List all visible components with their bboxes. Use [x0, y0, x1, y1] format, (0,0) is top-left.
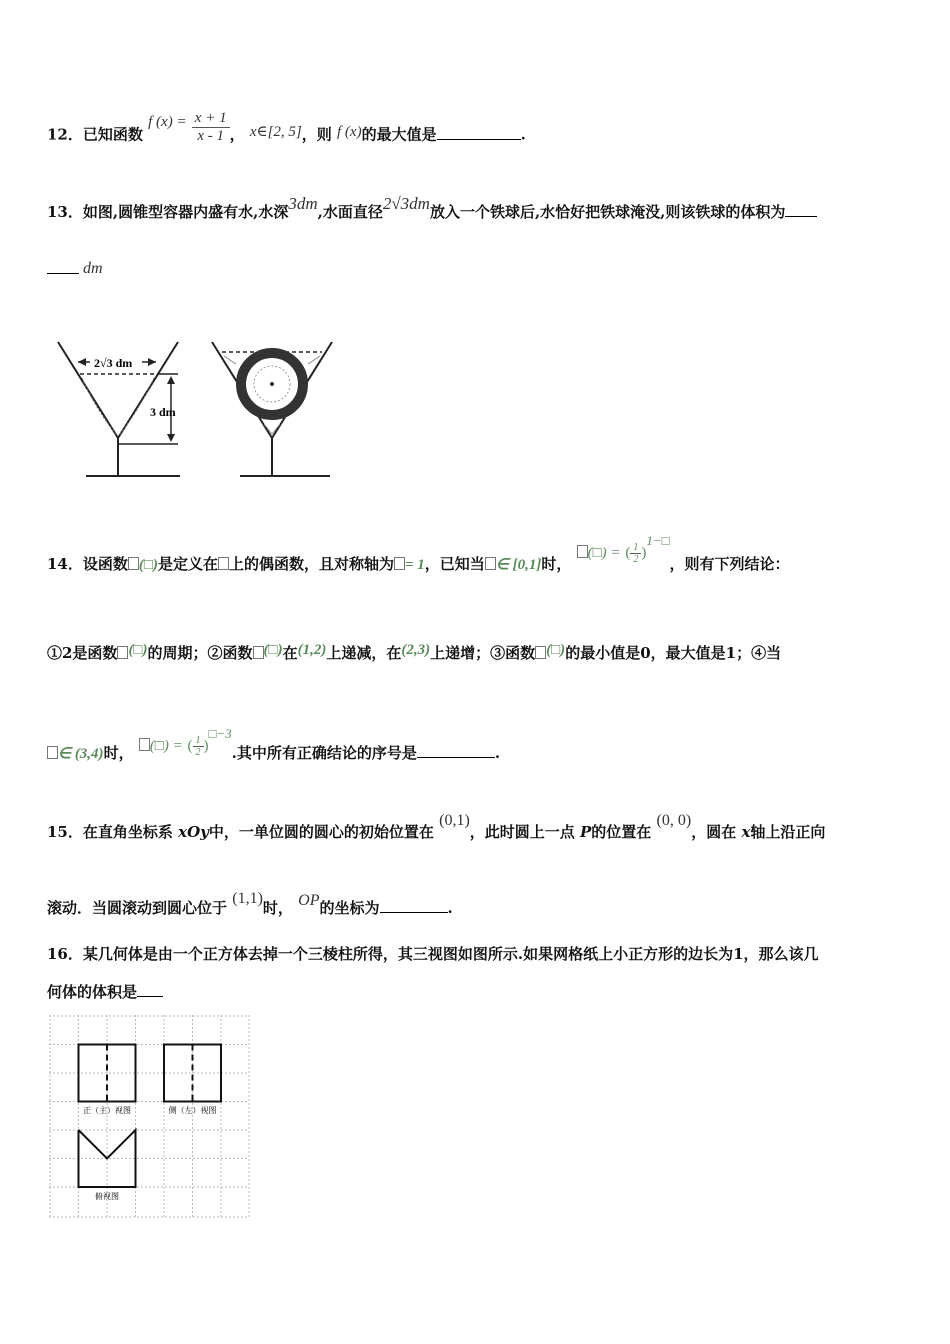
text: 在 [282, 644, 298, 662]
question-number: 13． [47, 203, 83, 221]
math-arg: (□) [138, 557, 158, 573]
text: ，则有下列结论： [669, 555, 790, 573]
text: 轴上沿正向 [750, 823, 826, 841]
math-vector: OP [298, 892, 320, 909]
numerator: 1 [630, 542, 641, 554]
text: 如图,圆锥型容器内盛有水,水深 [82, 203, 289, 221]
text: 的最小值是0，最大值是1；④当 [565, 644, 782, 662]
numerator: 1 [193, 735, 204, 747]
text: 在直角坐标系 [82, 823, 173, 841]
fraction [192, 110, 230, 145]
math-domain: x∈[2, 5] [249, 123, 302, 140]
text: . [520, 125, 526, 144]
math-xoy: xOy [178, 823, 209, 841]
question-number: 14． [47, 555, 83, 573]
math-interval: ∈ (3,4) [58, 746, 104, 762]
text: 上递增；③函数 [430, 644, 536, 662]
answer-blank[interactable] [785, 216, 817, 217]
symbol-box [577, 545, 588, 558]
denominator: x - 1 [197, 128, 225, 144]
answer-blank[interactable] [137, 996, 163, 997]
text: 设函数 [82, 555, 128, 573]
math-point: (1,1) [232, 890, 263, 907]
text: 时， [541, 555, 572, 573]
math-arg: (□) [128, 642, 148, 658]
text: .其中所有正确结论的序号是 [231, 744, 417, 762]
question-number: 16． [47, 945, 83, 963]
text: ，圆在 [691, 823, 737, 841]
answer-blank[interactable] [380, 912, 448, 913]
symbol-box [128, 557, 139, 570]
math-lhs: (□) = [149, 738, 183, 754]
text: 是定义在 [157, 555, 218, 573]
text: ①2是函数 [47, 644, 118, 662]
text: . [494, 744, 501, 762]
text: 滚动．当圆滚动到圆心位于 [47, 899, 228, 917]
fraction-half [193, 735, 204, 758]
text: . [447, 899, 453, 917]
symbol-box [47, 746, 58, 759]
text: 的周期；②函数 [147, 644, 253, 662]
question-16 [47, 943, 819, 964]
text: 已知函数 [82, 125, 143, 144]
math-x: x [741, 823, 751, 841]
question-15 [47, 812, 826, 842]
math-f: f (x) [337, 123, 362, 140]
question-number: 15． [47, 823, 83, 841]
numerator: x + 1 [192, 110, 230, 128]
text: 中，一单位圆的圆心的初始位置在 [208, 823, 434, 841]
symbol-box [218, 557, 229, 570]
fraction-half [630, 542, 641, 565]
text: 的最大值是 [361, 125, 437, 144]
text: ， [229, 125, 245, 144]
text: ，已知当 [424, 555, 485, 573]
text: 放入一个铁球后,水恰好把铁球淹没,则该铁球的体积为 [429, 203, 786, 221]
symbol-box [139, 738, 150, 751]
math-interval: (1,2) [297, 642, 327, 658]
answer-blank[interactable] [417, 757, 495, 758]
symbol-box [253, 646, 264, 659]
question-number: 12． [47, 125, 83, 144]
symbol-box [485, 557, 496, 570]
cone-figure [50, 338, 350, 488]
math-interval: ∈ [0,1] [495, 557, 542, 573]
exponent: □−3 [208, 726, 232, 741]
math-f: f (x) = [148, 113, 187, 130]
top-view-label: 俯视图 [95, 1192, 119, 1201]
math-p: P [580, 823, 592, 841]
math-point: (0, 0) [656, 812, 692, 829]
symbol-box [117, 646, 128, 659]
question-13 [47, 194, 817, 222]
math-unit: dm [83, 260, 103, 277]
label-depth: 3 dm [150, 405, 176, 419]
symbol-box [535, 646, 546, 659]
answer-blank-continued[interactable] [47, 273, 79, 274]
text: 时， [262, 899, 293, 917]
denominator: 2 [195, 746, 201, 758]
text: 的坐标为 [319, 899, 380, 917]
math-interval: (2,3) [401, 642, 431, 658]
label-diameter: 2√3 dm [94, 356, 133, 370]
text: 的位置在 [591, 823, 652, 841]
answer-blank[interactable] [437, 139, 521, 140]
exponent: 1−□ [646, 533, 670, 548]
math-diameter: 2√3dm [382, 194, 430, 213]
side-view-label: 侧（左）视图 [168, 1106, 217, 1115]
question-15-continued [47, 890, 453, 918]
front-view-label: 正（主）视图 [83, 1106, 131, 1115]
formula-1: (□) = ( $\frac{1}{2}$ )1−□ [577, 543, 670, 561]
text: ，则 [301, 125, 332, 144]
text: 何体的体积是 [47, 983, 138, 1001]
symbol-box [394, 557, 405, 570]
math-arg: (□) [546, 642, 566, 658]
cone-with-sphere [212, 342, 332, 476]
math-axis: = 1 [404, 557, 425, 573]
question-14 [47, 533, 790, 577]
text: ，此时圆上一点 [469, 823, 575, 841]
math-point: (0,1) [439, 812, 470, 829]
cone-with-water [58, 342, 180, 476]
question-16-continued [47, 981, 163, 1002]
text: ,水面直径 [317, 203, 383, 221]
question-14-statement-4 [47, 726, 501, 766]
math-arg: (□) [263, 642, 283, 658]
formula-2: (□) = ( $\frac{1}{2}$ )□−3 [139, 736, 232, 754]
text: 时， [103, 744, 134, 762]
text: 上递减，在 [326, 644, 402, 662]
question-14-statements [47, 642, 781, 663]
question-12 [47, 110, 526, 153]
math-depth: 3dm [288, 194, 318, 213]
text: 某几何体是由一个正方体去掉一个三棱柱所得，其三视图如图所示.如果网格纸上小正方形的边长为1，那么该几 [82, 945, 819, 963]
three-views-figure [49, 1015, 251, 1219]
math-lhs: (□) = [587, 545, 621, 561]
text: 上的偶函数，且对称轴为 [228, 555, 394, 573]
denominator: 2 [633, 553, 639, 565]
